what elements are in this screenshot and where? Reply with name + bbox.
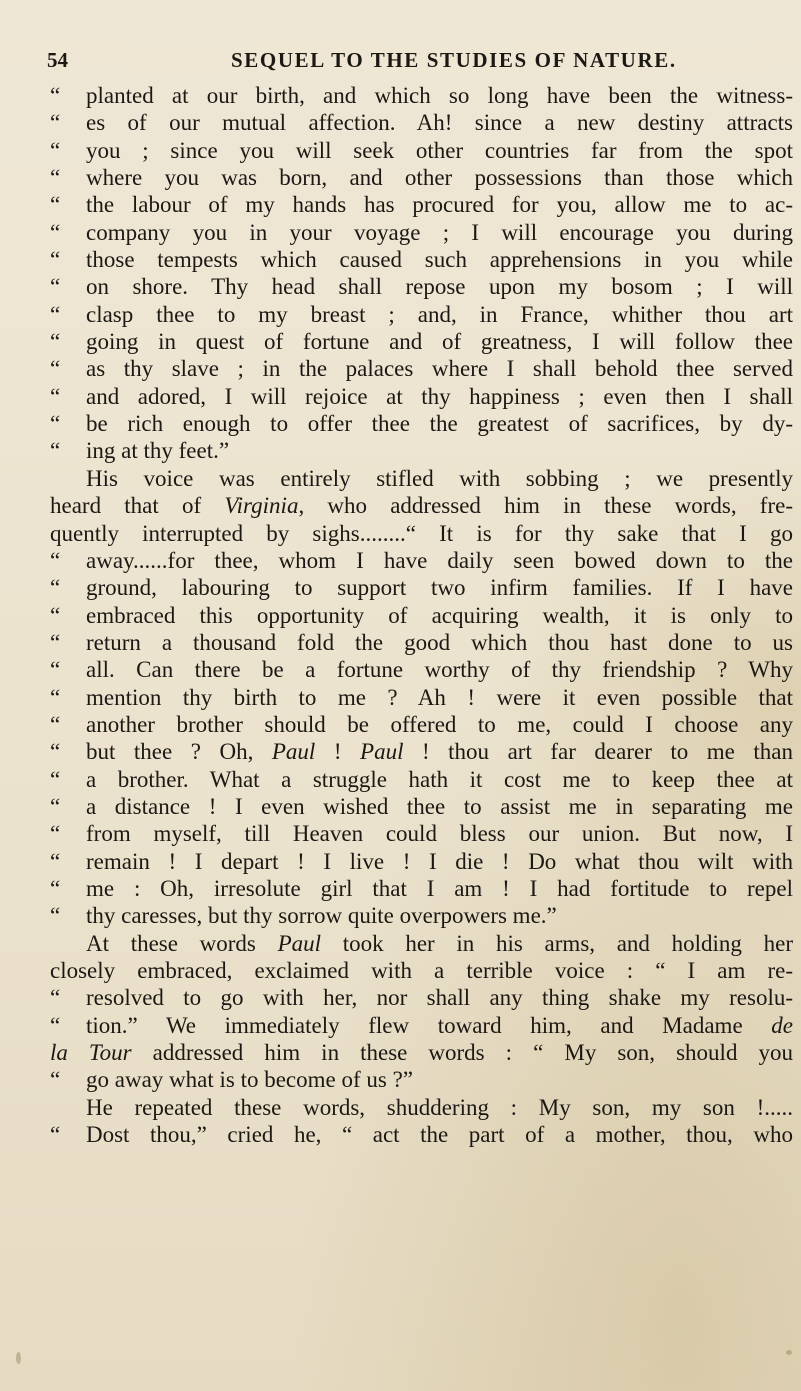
quote-mark: “ (50, 329, 61, 355)
line-text: ing at thy feet.” (86, 438, 230, 464)
quote-mark: “ (50, 1067, 61, 1093)
text-line (50, 219, 793, 246)
ink-spot (16, 1352, 21, 1364)
text-line (50, 547, 793, 574)
quote-mark: “ (50, 438, 61, 464)
quote-mark: “ (50, 629, 61, 655)
text-line (50, 191, 793, 218)
line-text: quently interrupted by sighs........“ It is for thy sake that I go (50, 520, 793, 546)
quote-mark: “ (50, 165, 61, 191)
line-text: closely embraced, exclaimed with a terrible voice : “ I am re- (50, 958, 793, 983)
quote-mark: “ (50, 793, 61, 819)
quote-mark: “ (50, 575, 61, 601)
line-text: ground, labouring to support two infirm families. If I have (86, 575, 793, 601)
quote-mark: “ (50, 684, 61, 710)
line-text: He repeated these words, shuddering : My son, my son !..... (86, 1094, 793, 1120)
quote-mark: “ (50, 110, 61, 136)
text-line (50, 164, 793, 191)
quote-mark: “ (50, 192, 61, 218)
line-text: another brother should be offered to me, could I choose any (86, 711, 793, 737)
text-line (50, 273, 793, 300)
text-line (50, 492, 793, 519)
line-text: a distance ! I even wished thee to assist me in separating me (86, 793, 793, 819)
text-line (50, 82, 793, 109)
quote-mark: “ (50, 137, 61, 163)
line-text: company you in your voyage ; I will encourage you during (86, 219, 793, 245)
line-text: on shore. Thy head shall repose upon my bosom ; I will (86, 274, 793, 300)
text-line (50, 957, 793, 984)
line-text: His voice was entirely stifled with sobbing ; we presently (86, 465, 793, 491)
line-text: embraced this opportunity of acquiring wealth, it is only to (86, 602, 793, 628)
text-line (50, 1066, 793, 1093)
line-text: where you was born, and other possessions than those which (86, 165, 793, 191)
page-number: 54 (47, 48, 68, 72)
line-text: but thee ? Oh, Paul ! Paul ! thou art far dearer to me than (86, 739, 793, 765)
quote-mark: “ (50, 301, 61, 327)
text-line (50, 629, 793, 656)
running-head (47, 48, 757, 78)
line-text: return a thousand fold the good which thou hast done to us (86, 629, 793, 655)
text-line (50, 875, 793, 902)
line-text: planted at our birth, and which so long have been the witness- (86, 83, 793, 108)
line-text: those tempests which caused such apprehensions in you while (86, 247, 793, 273)
text-line (50, 1094, 793, 1121)
quote-mark: “ (50, 83, 61, 108)
quote-mark: “ (50, 711, 61, 737)
text-line (50, 1012, 793, 1039)
line-text: tion.” We immediately flew toward him, and Madame de (86, 1012, 793, 1038)
text-line (50, 383, 793, 410)
quote-mark: “ (50, 247, 61, 273)
line-text: go away what is to become of us ?” (86, 1067, 414, 1093)
text-line (50, 1039, 793, 1066)
quote-mark: “ (50, 383, 61, 409)
text-line (50, 930, 793, 957)
text-line (50, 711, 793, 738)
text-line (50, 684, 793, 711)
line-text: as thy slave ; in the palaces where I shall behold thee served (86, 356, 793, 382)
quote-mark: “ (50, 274, 61, 300)
text-line (50, 848, 793, 875)
line-text: going in quest of fortune and of greatness, I will follow thee (86, 329, 793, 355)
line-text: clasp thee to my breast ; and, in France, whither thou art (86, 301, 793, 327)
quote-mark: “ (50, 657, 61, 683)
line-text: Dost thou,” cried he, “ act the part of a mother, thou, who (86, 1122, 793, 1148)
line-text: from myself, till Heaven could bless our union. But now, I (86, 821, 793, 847)
text-line (50, 301, 793, 328)
line-text: be rich enough to offer thee the greatest of sacrifices, by dy- (86, 411, 793, 437)
quote-mark: “ (50, 219, 61, 245)
text-line (50, 410, 793, 437)
text-line (50, 1121, 793, 1148)
quote-mark: “ (50, 411, 61, 437)
foxing-spot (786, 1350, 792, 1355)
text-line (50, 437, 793, 464)
line-text: At these words Paul took her in his arms, and holding her (86, 930, 793, 956)
text-line (50, 602, 793, 629)
text-line (50, 766, 793, 793)
running-title: SEQUEL TO THE STUDIES OF NATURE. (231, 48, 677, 72)
text-line (50, 465, 793, 492)
text-line (50, 355, 793, 382)
text-line (50, 820, 793, 847)
text-line (50, 902, 793, 929)
line-text: all. Can there be a fortune worthy of thy friendship ? Why (86, 657, 793, 683)
text-line (50, 328, 793, 355)
text-line (50, 574, 793, 601)
quote-mark: “ (50, 602, 61, 628)
text-line (50, 137, 793, 164)
line-text: la Tour addressed him in these words : “ My son, should you (50, 1040, 793, 1066)
quote-mark: “ (50, 356, 61, 382)
quote-mark: “ (50, 821, 61, 847)
quote-mark: “ (50, 1012, 61, 1038)
text-line (50, 109, 793, 136)
quote-mark: “ (50, 985, 61, 1011)
quote-mark: “ (50, 903, 61, 929)
quote-mark: “ (50, 547, 61, 573)
line-text: thy caresses, but thy sorrow quite overpowers me.” (86, 903, 557, 929)
line-text: away......for thee, whom I have daily seen bowed down to the (86, 547, 793, 573)
line-text: you ; since you will seek other countries far from the spot (86, 137, 793, 163)
line-text: a brother. What a struggle hath it cost me to keep thee at (86, 766, 793, 792)
line-text: remain ! I depart ! I live ! I die ! Do what thou wilt with (86, 848, 793, 874)
quote-mark: “ (50, 766, 61, 792)
line-text: resolved to go with her, nor shall any thing shake my resolu- (86, 985, 793, 1011)
line-text: es of our mutual affection. Ah! since a new destiny attracts (86, 110, 793, 136)
text-line (50, 520, 793, 547)
line-text: and adored, I will rejoice at thy happiness ; even then I shall (86, 383, 793, 409)
quote-mark: “ (50, 1122, 61, 1148)
quote-mark: “ (50, 875, 61, 901)
line-text: the labour of my hands has procured for you, allow me to ac- (86, 192, 793, 218)
text-line (50, 246, 793, 273)
line-text: me : Oh, irresolute girl that I am ! I had fortitude to repel (86, 875, 793, 901)
text-line (50, 793, 793, 820)
line-text: mention thy birth to me ? Ah ! were it even possible that (86, 684, 793, 710)
text-line (50, 656, 793, 683)
quote-mark: “ (50, 739, 61, 765)
body-text (50, 82, 793, 1148)
text-line (50, 738, 793, 765)
text-line (50, 984, 793, 1011)
quote-mark: “ (50, 848, 61, 874)
line-text: heard that of Virginia, who addressed him in these words, fre- (50, 493, 793, 519)
